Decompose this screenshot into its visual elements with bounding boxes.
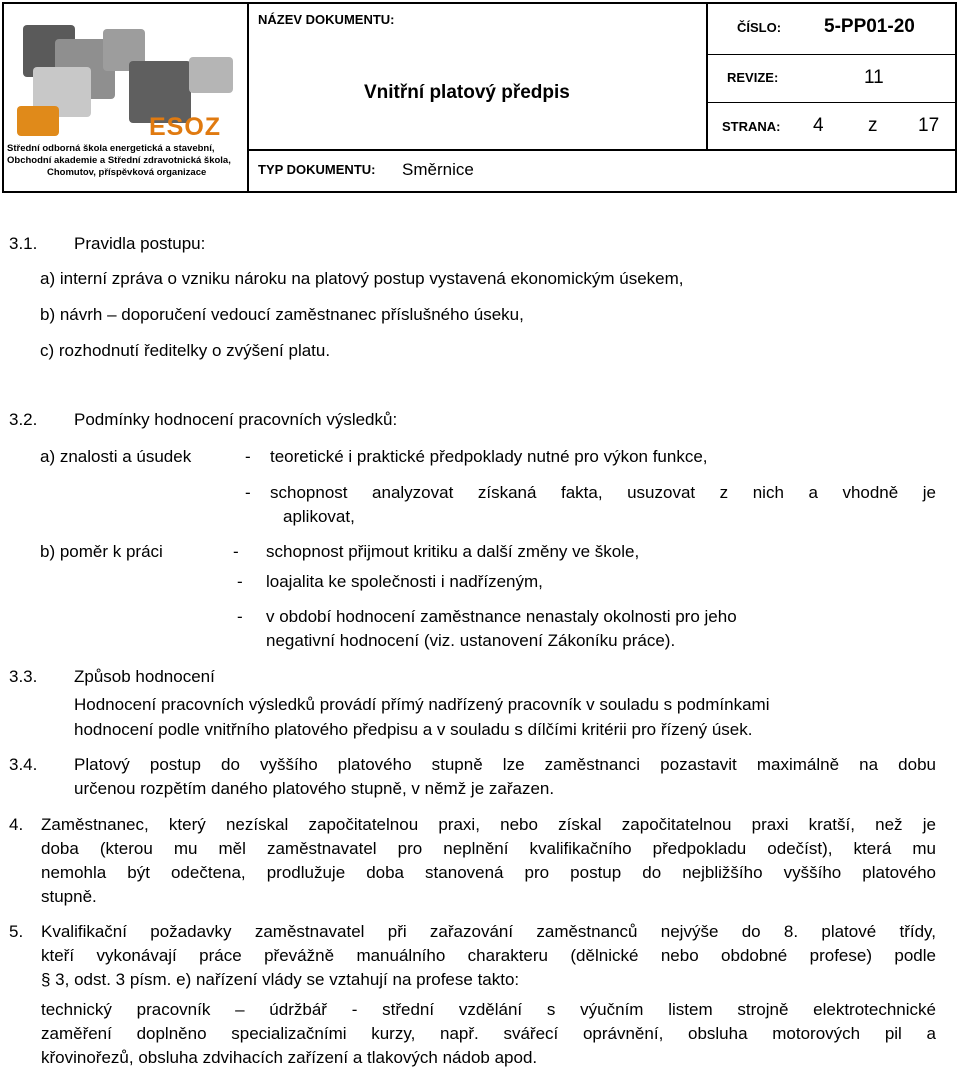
logo-orange-square [17,106,59,136]
paragraph-line: stupně. [41,887,97,906]
dash: - [245,447,251,466]
dash: - [237,572,243,591]
page-current: 4 [813,115,824,136]
header-row-line-1 [706,54,956,55]
number-value: 5-PP01-20 [824,16,915,37]
doc-name-label: NÁZEV DOKUMENTU: [258,12,395,27]
list-item: c) rozhodnutí ředitelky o zvýšení platu. [40,341,331,360]
paragraph-line: určenou rozpětím daného platového stupně, v němž je zařazen. [74,779,555,798]
doc-type-label: TYP DOKUMENTU: [258,162,376,177]
logo-text-line-2: Obchodní akademie a Střední zdravotnická škola, [7,155,231,166]
number-label: ČÍSLO: [737,20,782,35]
section-number: 3.2. [9,410,38,429]
paragraph-line: nemohla být odečtena, prodlužuje doba stanovená pro postup do nejbližšího vyššího platového [41,863,936,882]
paragraph-line: kteří vykonávají práce převážně manuálního charakteru (dělnické nebo obdobné profese) podle [41,946,936,965]
criterion-item: v období hodnocení zaměstnance nenastaly okolnosti pro jeho [266,607,737,626]
section-title: Způsob hodnocení [74,667,215,686]
paragraph-line: Hodnocení pracovních výsledků provádí přímý nadřízený pracovník v souladu s podmínkami [74,695,770,714]
header-row-line-2 [706,102,956,103]
logo-brand: ESOZ [149,113,222,141]
logo-text-line-1: Střední odborná škola energetická a stavební, [7,143,215,154]
section-title: Pravidla postupu: [74,234,206,253]
header-divider-right [706,2,708,150]
header-divider-logo [247,2,249,193]
section-number: 3.3. [9,667,38,686]
section-number: 3.1. [9,234,38,253]
list-item: a) interní zpráva o vzniku nároku na platový postup vystavená ekonomickým úsekem, [40,269,684,288]
criterion-label: b) poměr k práci [40,542,163,561]
page-separator: z [868,115,878,136]
list-item: b) návrh – doporučení vedoucí zaměstnanec příslušného úseku, [40,305,524,324]
school-logo [3,3,247,191]
paragraph-line: technický pracovník – údržbář - střední vzdělání s výučním listem strojně elektrotechnické [41,1000,936,1019]
doc-title: Vnitřní platový předpis [364,82,570,103]
page-total: 17 [918,115,940,136]
criterion-item-cont: aplikovat, [283,507,355,526]
section-number: 4. [9,815,24,834]
criterion-item: schopnost analyzovat získaná fakta, usuzovat z nich a vhodně je [270,483,936,502]
revision-value: 11 [864,67,884,88]
doc-type-value: Směrnice [402,160,474,179]
header-border-bottom [2,191,957,193]
logo-text-line-3: Chomutov, příspěvková organizace [47,167,207,178]
section-title: Podmínky hodnocení pracovních výsledků: [74,410,398,429]
logo-square [189,57,233,93]
section-number: 3.4. [9,755,38,774]
paragraph-line: hodnocení podle vnitřního platového předpisu a v souladu s dílčími kritérii pro řízený úsek. [74,720,753,739]
paragraph-line: zaměření doplněno specializačními kurzy, např. svářecí oprávnění, obsluha motorových pil a [41,1024,936,1043]
dash: - [245,483,251,502]
criterion-item: teoretické i praktické předpoklady nutné pro výkon funkce, [270,447,708,466]
header-border-right [955,2,957,193]
header-row-line-type [247,149,957,151]
revision-label: REVIZE: [727,70,779,85]
paragraph-line: doba (kterou mu měl zaměstnavatel pro neplnění kvalifikačního předpokladu odečíst), která mu [41,839,936,858]
dash: - [237,607,243,626]
criterion-label: a) znalosti a úsudek [40,447,192,466]
criterion-item: loajalita ke společnosti i nadřízeným, [266,572,543,591]
page-label: STRANA: [722,119,781,134]
paragraph-line: Zaměstnanec, který nezískal započitatelnou praxi, nebo získal započitatelnou praxi kratší, než je [41,815,936,834]
paragraph-line: § 3, odst. 3 písm. e) nařízení vlády se vztahují na profese takto: [41,970,520,989]
dash: - [233,542,239,561]
section-number: 5. [9,922,24,941]
criterion-item-cont: negativní hodnocení (viz. ustanovení Zákoníku práce). [266,631,676,650]
paragraph-line: Platový postup do vyššího platového stupně lze zaměstnanci pozastavit maximálně na dobu [74,755,936,774]
paragraph-line: křovinořezů, obsluha zdvihacích zařízení a tlakových nádob apod. [41,1048,538,1067]
criterion-item: schopnost přijmout kritiku a další změny ve škole, [266,542,640,561]
paragraph-line: Kvalifikační požadavky zaměstnavatel při zařazování zaměstnanců nejvýše do 8. platové třídy, [41,922,936,941]
